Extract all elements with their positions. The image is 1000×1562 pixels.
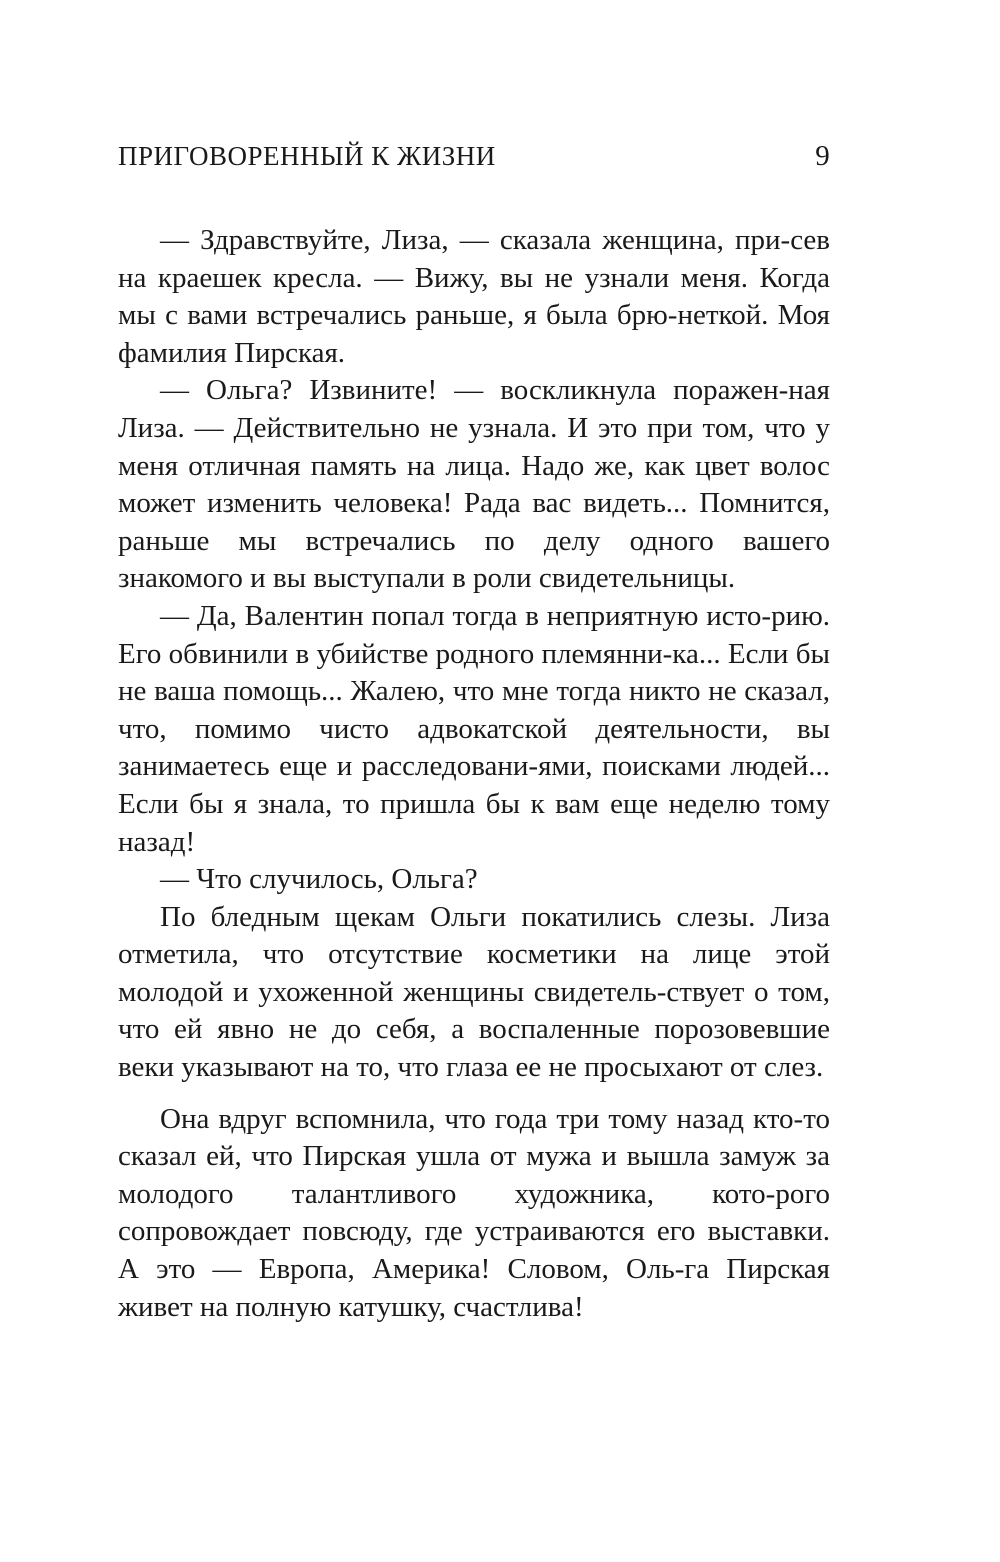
book-page — [118, 140, 830, 1326]
paragraph-1: — Здравствуйте, Лиза, — сказала женщина, при-сев на краешек кресла. — Вижу, вы не узнали меня. Когда мы с вами встречались раньше, я была брю-неткой. Моя фамилия Пирская. — [118, 224, 830, 369]
running-head-title: ПРИГОВОРЕННЫЙ К ЖИЗНИ — [118, 141, 496, 171]
page-number: 9 — [815, 140, 830, 172]
paragraph-5: По бледным щекам Ольги покатились слезы. Лиза отметила, что отсутствие косметики на лице этой молодой и ухоженной женщины свидетель-ствует о том, что ей явно не до себя, а воспаленные порозовевшие веки указывают на то, что глаза ее не просыхают от слез. — [118, 900, 830, 1084]
paragraph-3: — Да, Валентин попал тогда в неприятную исто-рию. Его обвинили в убийстве родного племянни-ка... Если бы не ваша помощь... Жалею, что мне тогда никто не сказал, что, помимо чисто адвокатской деятельности, вы занимаетесь еще и расследовани-ями, поисками людей... Если бы я знала, то пришла бы к вам еще неделю тому назад! — [118, 599, 830, 858]
paragraph-4: — Что случилось, Ольга? — [160, 863, 478, 896]
running-head — [118, 140, 830, 190]
paragraph-6: Она вдруг вспомнила, что года три тому назад кто-то сказал ей, что Пирская ушла от мужа и вышла замуж за молодого талантливого художника, кото-рого сопровождает повсюду, где устраиваются его выставки. А это — Европа, Америка! Словом, Оль-га Пирская живет на полную катушку, счастлива! — [118, 1102, 830, 1323]
paragraph-2: — Ольга? Извините! — воскликнула поражен-ная Лиза. — Действительно не узнала. И это при том, что у меня отличная память на лица. Надо же, как цвет волос может изменить человека! Рада вас видеть... Помнится, раньше мы встречались по делу одного вашего знакомого и вы выступали в роли свидетельницы. — [118, 374, 830, 595]
body-text — [118, 222, 830, 1326]
